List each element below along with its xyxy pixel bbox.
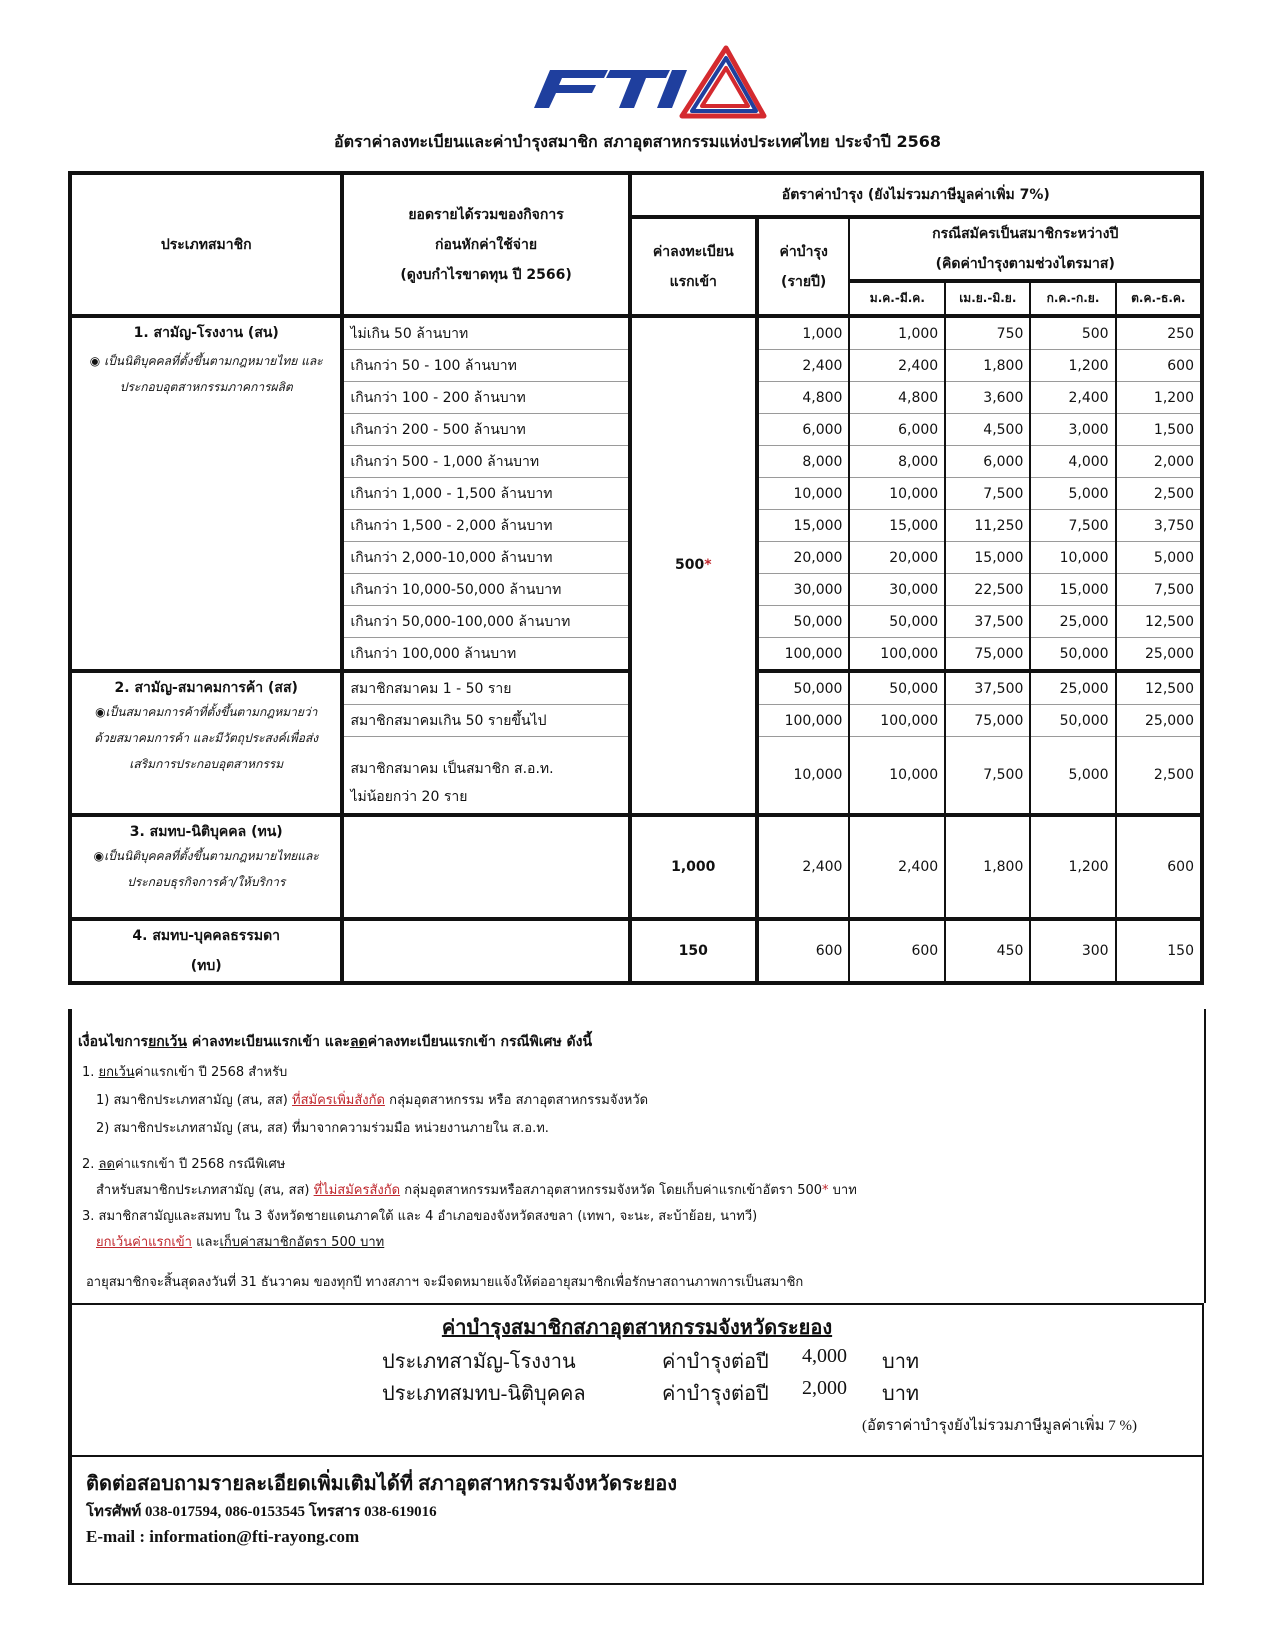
note-1-1: 1) สมาชิกประเภทสามัญ (สน, สส) ที่สมัครเพิ่มสังกัด กลุ่มอุตสาหกรรม หรือ สภาอุตสาหกรรมจังหวัด <box>96 1093 649 1108</box>
table-row: 2. สามัญ-สมาคมการค้า (สส) ◉เป็นสมาคมการค้าที่ตั้งขึ้นตามกฎหมายว่าด้วยสมาคมการค้า และมีวัตถุประสงค์เพื่อส่งเสริมการประกอบอุตสาหกรรม สมาชิกสมาคม 1 - 50 ราย 50,000 50,000 37,500 25,000 12,500 <box>70 671 1202 705</box>
note-2: 2. ลดค่าแรกเข้า ปี 2568 กรณีพิเศษ <box>82 1157 286 1172</box>
table-row: เกินกว่า 500 - 1,000 ล้านบาท 8,000 8,000 6,000 4,000 2,000 <box>70 446 1202 478</box>
table-row: เกินกว่า 1,500 - 2,000 ล้านบาท 15,000 15,000 11,250 7,500 3,750 <box>70 510 1202 542</box>
table-row: 1. สามัญ-โรงงาน (สน) ◉ เป็นนิติบุคคลที่ตั้งขึ้นตามกฎหมายไทย และประกอบอุตสาหกรรมภาคการผลิต ไม่เกิน 50 ล้านบาท 500* 1,000 1,000 750 500 250 <box>70 316 1202 350</box>
reg-fee-ordinary: 500* <box>630 316 757 815</box>
table-row: เกินกว่า 50 - 100 ล้านบาท 2,400 2,400 1,800 1,200 600 <box>70 350 1202 382</box>
header-q1: ม.ค.-มี.ค. <box>849 281 945 316</box>
header-reg-fee: ค่าลงทะเบียน แรกเข้า <box>630 217 757 316</box>
table-row: สมาชิกสมาคม เป็นสมาชิก ส.อ.ท. ไม่น้อยกว่า 20 ราย 10,000 10,000 7,500 5,000 2,500 <box>70 737 1202 815</box>
table-row: เกินกว่า 2,000-10,000 ล้านบาท 20,000 20,000 15,000 10,000 5,000 <box>70 542 1202 574</box>
note-2-1: สำหรับสมาชิกประเภทสามัญ (สน, สส) ที่ไม่สมัครสังกัด กลุ่มอุตสาหกรรมหรือสภาอุตสาหกรรมจังหวัด โดยเก็บค่าแรกเข้าอัตรา 500* บาท <box>96 1183 857 1198</box>
rayong-juristic-amount: 2,000 <box>802 1377 847 1399</box>
member-type-associate-individual: 4. สมทบ-บุคคลธรรมดา (ทบ) <box>70 919 342 983</box>
rayong-fees-box: ค่าบำรุงสมาชิกสภาอุตสาหกรรมจังหวัดระยอง ประเภทสามัญ-โรงงาน ค่าบำรุงต่อปี 4,000 บาท ประเภทสมทบ-นิติบุคคล ค่าบำรุงต่อปี 2,000 บาท (อัตราค่าบำรุงยังไม่รวมภาษีมูลค่าเพิ่ม 7 %) <box>68 1303 1204 1457</box>
table-row: เกินกว่า 100 - 200 ล้านบาท 4,800 4,800 3,600 2,400 1,200 <box>70 382 1202 414</box>
vat-note: (อัตราค่าบำรุงยังไม่รวมภาษีมูลค่าเพิ่ม 7 %) <box>862 1418 1138 1434</box>
table-row: 4. สมทบ-บุคคลธรรมดา (ทบ) 150 600 600 450 300 150 <box>70 919 1202 983</box>
contact-heading: ติดต่อสอบถามรายละเอียดเพิ่มเติมได้ที่ สภาอุตสาหกรรมจังหวัดระยอง <box>86 1473 677 1495</box>
membership-expiry-note: อายุสมาชิกจะสิ้นสุดลงวันที่ 31 ธันวาคม ของทุกปี ทางสภาฯ จะมีจดหมายแจ้งให้ต่ออายุสมาชิกเพื่อรักษาสถานภาพการเป็นสมาชิก <box>86 1275 804 1290</box>
document-title: อัตราค่าลงทะเบียนและค่าบำรุงสมาชิก สภาอุตสาหกรรมแห่งประเทศไทย ประจำปี 2568 <box>333 132 942 151</box>
notes-heading: เงื่อนไขการยกเว้น ค่าลงทะเบียนแรกเข้า และลดค่าลงทะเบียนแรกเข้า กรณีพิเศษ ดังนี้ <box>78 1034 593 1050</box>
conditions-notes <box>68 1009 1206 1303</box>
header-revenue: ยอดรายได้รวมของกิจการ ก่อนหักค่าใช้จ่าย (ดูงบกำไรขาดทุน ปี 2566) <box>342 173 629 316</box>
rayong-factory-amount: 4,000 <box>802 1345 847 1367</box>
contact-box <box>68 1453 1204 1585</box>
reg-fee-associate-juristic: 1,000 <box>630 815 757 919</box>
table-row: สมาชิกสมาคมเกิน 50 รายขึ้นไป 100,000 100,000 75,000 50,000 25,000 <box>70 705 1202 737</box>
rayong-fees-title: ค่าบำรุงสมาชิกสภาอุตสาหกรรมจังหวัดระยอง <box>441 1317 833 1339</box>
header-q2: เม.ย.-มิ.ย. <box>945 281 1030 316</box>
header-q3: ก.ค.-ก.ย. <box>1030 281 1115 316</box>
membership-fee-table <box>68 171 1204 985</box>
member-type-trade-association: 2. สามัญ-สมาคมการค้า (สส) ◉เป็นสมาคมการค้าที่ตั้งขึ้นตามกฎหมายว่าด้วยสมาคมการค้า และมีวัตถุประสงค์เพื่อส่งเสริมการประกอบอุตสาหกรรม <box>70 671 342 815</box>
note-1-2: 2) สมาชิกประเภทสามัญ (สน, สส) ที่มาจากความร่วมมือ หน่วยงานภายใน ส.อ.ท. <box>96 1121 549 1136</box>
note-1: 1. ยกเว้นค่าแรกเข้า ปี 2568 สำหรับ <box>82 1065 288 1080</box>
table-row: เกินกว่า 50,000-100,000 ล้านบาท 50,000 50,000 37,500 25,000 12,500 <box>70 606 1202 638</box>
note-3: 3. สมาชิกสามัญและสมทบ ใน 3 จังหวัดชายแดนภาคใต้ และ 4 อำเภอของจังหวัดสงขลา (เทพา, จะนะ, สะบ้าย้อย, นาทวี) <box>82 1209 758 1224</box>
note-3-1: ยกเว้นค่าแรกเข้า และเก็บค่าสมาชิกอัตรา 500 บาท <box>96 1235 385 1250</box>
table-row: เกินกว่า 100,000 ล้านบาท 100,000 100,000 75,000 50,000 25,000 <box>70 638 1202 672</box>
table-row: เกินกว่า 10,000-50,000 ล้านบาท 30,000 30,000 22,500 15,000 7,500 <box>70 574 1202 606</box>
member-type-factory: 1. สามัญ-โรงงาน (สน) ◉ เป็นนิติบุคคลที่ตั้งขึ้นตามกฎหมายไทย และประกอบอุตสาหกรรมภาคการผลิต <box>70 316 342 671</box>
header-member-type: ประเภทสมาชิก <box>70 173 342 316</box>
header-rate-group: อัตราค่าบำรุง (ยังไม่รวมภาษีมูลค่าเพิ่ม 7%) <box>630 173 1202 217</box>
table-row: 3. สมทบ-นิติบุคคล (ทน) ◉เป็นนิติบุคคลที่ตั้งขึ้นตามกฎหมายไทยและประกอบธุรกิจการค้า/ให้บริการ 1,000 2,400 2,400 1,800 1,200 600 <box>70 815 1202 919</box>
table-row: เกินกว่า 1,000 - 1,500 ล้านบาท 10,000 10,000 7,500 5,000 2,500 <box>70 478 1202 510</box>
reg-fee-associate-individual: 150 <box>630 919 757 983</box>
header-midyear: กรณีสมัครเป็นสมาชิกระหว่างปี (คิดค่าบำรุงตามช่วงไตรมาส) <box>849 217 1202 281</box>
contact-phone: โทรศัพท์ 038-017594, 086-0153545 โทรสาร 038-619016 <box>86 1504 437 1520</box>
header-annual: ค่าบำรุง (รายปี) <box>757 217 850 316</box>
fti-logo <box>530 42 770 124</box>
table-row: เกินกว่า 200 - 500 ล้านบาท 6,000 6,000 4,500 3,000 1,500 <box>70 414 1202 446</box>
contact-email[interactable]: E-mail : information@fti-rayong.com <box>86 1527 360 1546</box>
header-q4: ต.ค.-ธ.ค. <box>1116 281 1202 316</box>
member-type-associate-juristic: 3. สมทบ-นิติบุคคล (ทน) ◉เป็นนิติบุคคลที่ตั้งขึ้นตามกฎหมายไทยและประกอบธุรกิจการค้า/ให้บริการ <box>70 815 342 919</box>
